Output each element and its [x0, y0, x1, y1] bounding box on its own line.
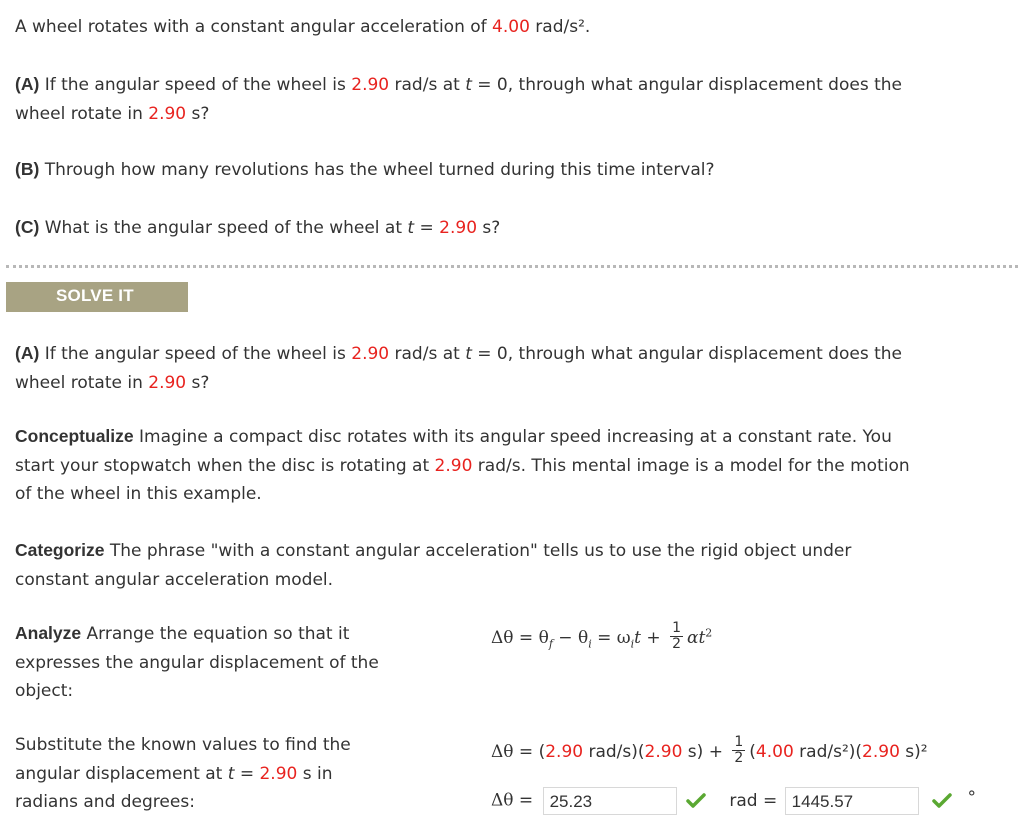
part-a-text: If the angular speed of the wheel is	[39, 75, 352, 95]
conceptualize-value: 2.90	[434, 455, 473, 476]
conceptualize-label: Conceptualize	[15, 426, 134, 446]
answer-row	[491, 787, 976, 815]
solve-it-header: SOLVE IT	[6, 282, 188, 312]
time-var: t	[227, 763, 235, 784]
eq-sub: i	[588, 637, 592, 651]
section-divider	[6, 265, 1018, 268]
part-a-text: = 0, through what angular displacement does the	[471, 75, 902, 95]
problem-part-c	[15, 213, 500, 243]
eq-part: Δθ =	[491, 742, 539, 762]
substitute-paragraph	[15, 731, 420, 817]
eq-part: t +	[634, 628, 661, 648]
eq-part: − θ	[552, 628, 589, 648]
eq-part: (	[538, 742, 546, 762]
intro-text: A wheel rotates with a constant angular acceleration of	[15, 17, 493, 37]
analyze-text: Arrange the equation so that it	[81, 624, 350, 644]
problem-intro	[15, 13, 590, 42]
conceptualize-paragraph	[15, 422, 910, 509]
rad-unit-label: rad =	[729, 790, 778, 811]
intro-suffix: rad/s².	[529, 17, 591, 37]
check-icon	[932, 793, 952, 809]
part-a-time-value: 2.90	[148, 103, 187, 124]
solution-a-text: If the angular speed of the wheel is	[39, 344, 352, 364]
one-half-fraction	[732, 735, 745, 766]
solution-a-text: rad/s at	[389, 344, 466, 364]
degrees-answer-input[interactable]: 1445.57	[785, 787, 919, 815]
analyze-paragraph	[15, 619, 420, 706]
substitute-text: radians and degrees:	[15, 792, 195, 812]
part-a-text: rad/s at	[389, 75, 466, 95]
degree-unit-label: °	[967, 787, 976, 808]
frac-num: 1	[672, 620, 681, 636]
conceptualize-text: of the wheel in this example.	[15, 484, 262, 504]
part-b-label: (B)	[15, 159, 40, 179]
part-a-label: (A)	[15, 74, 40, 94]
part-c-text: =	[414, 218, 440, 238]
time-var: t	[465, 75, 472, 95]
eq-value: 2.90	[644, 742, 683, 762]
part-b-text: Through how many revolutions has the wheel turned during this time interval?	[39, 160, 715, 180]
intro-value: 4.00	[492, 17, 530, 37]
categorize-text: constant angular acceleration model.	[15, 569, 334, 590]
eq-sub: f	[548, 637, 553, 651]
solution-part-a	[15, 339, 902, 397]
part-c-value: 2.90	[439, 218, 478, 238]
eq-value: 2.90	[545, 742, 584, 762]
solution-a-text: = 0, through what angular displacement does the	[471, 344, 902, 364]
time-var: t	[465, 344, 472, 364]
conceptualize-text: rad/s. This mental image is a model for the motion	[472, 455, 910, 476]
one-half-fraction	[670, 621, 683, 652]
eq-part: = ω	[591, 628, 631, 648]
delta-theta-label: Δθ =	[491, 790, 534, 811]
analyze-label: Analyze	[15, 623, 82, 643]
eq-part: rad/s)(	[583, 742, 645, 762]
categorize-label: Categorize	[15, 540, 105, 560]
radians-answer-input[interactable]: 25.23	[543, 787, 677, 815]
problem-part-a	[15, 70, 902, 128]
eq-part: s)²	[899, 742, 928, 762]
substitute-text: angular displacement at	[15, 763, 228, 784]
eq-part: Δθ = θ	[491, 628, 549, 648]
frac-den: 2	[734, 750, 744, 766]
frac-den: 2	[672, 636, 681, 652]
conceptualize-text: Imagine a compact disc rotates with its angular speed increasing at a constant rate. You	[133, 427, 892, 447]
eq-sup: 2	[705, 626, 713, 640]
eq-part: αt	[686, 628, 706, 648]
frac-num: 1	[734, 734, 744, 750]
substitute-text: s in	[297, 763, 333, 784]
categorize-paragraph	[15, 536, 851, 594]
eq-part: s) +	[682, 742, 723, 762]
eq-value: 2.90	[862, 742, 900, 762]
conceptualize-text: start your stopwatch when the disc is rotating at	[15, 455, 435, 476]
substitute-text: =	[234, 763, 260, 784]
solution-a-time-value: 2.90	[148, 372, 187, 393]
part-c-label: (C)	[15, 217, 40, 237]
time-var: t	[407, 218, 415, 238]
substituted-equation	[491, 734, 928, 768]
analyze-text: expresses the angular displacement of the	[15, 652, 379, 673]
part-a-text: wheel rotate in	[15, 103, 149, 124]
part-c-text: What is the angular speed of the wheel at	[39, 218, 408, 238]
categorize-text: The phrase "with a constant angular acceleration" tells us to use the rigid object under	[104, 541, 852, 561]
check-icon	[686, 793, 706, 809]
part-a-value: 2.90	[351, 75, 390, 95]
eq-part: (	[749, 742, 756, 762]
solution-a-value: 2.90	[351, 344, 390, 364]
eq-part: rad/s²)(	[793, 742, 863, 762]
eq-value: 4.00	[755, 742, 794, 762]
eq-sub: i	[630, 637, 635, 651]
substitute-value: 2.90	[259, 763, 298, 784]
solution-a-text: s?	[186, 372, 210, 393]
part-a-text: s?	[186, 103, 210, 124]
solution-a-text: wheel rotate in	[15, 372, 149, 393]
kinematics-equation	[491, 620, 713, 654]
part-c-text: s?	[477, 218, 501, 238]
analyze-text: object:	[15, 681, 74, 701]
substitute-text: Substitute the known values to find the	[15, 735, 351, 755]
problem-part-b	[15, 155, 715, 185]
solution-a-label: (A)	[15, 343, 40, 363]
